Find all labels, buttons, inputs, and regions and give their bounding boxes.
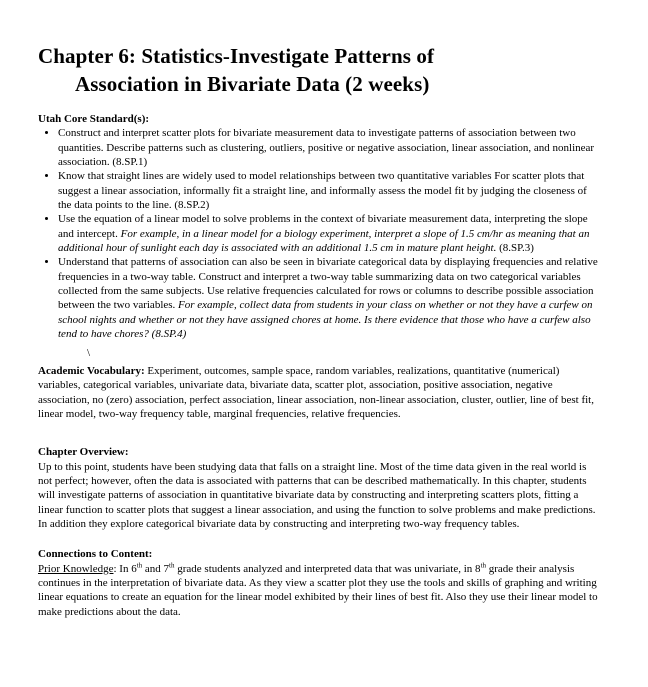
prior-knowledge-label: Prior Knowledge [38,562,114,575]
standards-list [38,126,602,341]
ordinal-superscript: th [169,560,175,569]
chapter-overview-heading: Chapter Overview: [38,446,129,459]
standard-code: (8.SP.3) [496,242,534,255]
chapter-title-line1: Chapter 6: Statistics-Investigate Patterns of [38,44,435,68]
academic-vocabulary-paragraph [38,364,602,421]
academic-vocabulary-text: Experiment, outcomes, sample space, random variables, realizations, quantitative (numerical) variables, categorical variables, univariate data, bivariate data, scatter plot, association, positive association, negative association, no (zero) association, perfect association, linear association, non-linear association, cluster, outlier, line of best fit, linear model, two-way frequency table, marginal frequencies, relative frequencies. [38,364,594,420]
connections-section [38,547,602,619]
core-standards-section [38,112,602,342]
standard-text: Understand that patterns of association can also be seen in bivariate categorical data by displaying frequencies and relative frequencies in a two-way table. Construct and interpret a two-way table summarizing data on two categorical variables collected from the same subjects. Use relative frequencies calculated for rows or columns to describe possible association between the two variables. [58,256,598,312]
prior-knowledge-text-3: grade students analyzed and interpreted data that was univariate, in 8 [174,562,481,575]
stray-mark: \ [87,346,91,359]
academic-vocabulary-label: Academic Vocabulary: [38,364,145,377]
prior-knowledge-text-1: : In 6 [113,562,137,575]
chapter-title-line2: Association in Bivariate Data (2 weeks) [75,72,430,96]
prior-knowledge-text-4: grade their analysis continues in the interpretation of bivariate data. As they view a scatter plot they use the tools and skills of graphing and writing linear equations to create an equation for the linear model exhibited by their lines of best fit. Also they use their linear model to make predictions about the data. [38,562,598,618]
standard-text: Know that straight lines are widely used to model relationships between two quantitative variables For scatter plots that suggest a linear association, informally fit a straight line, and informally assess the model fit by judging the closeness of the data points to the line. (8.SP.2) [58,170,587,212]
standard-text: Construct and interpret scatter plots for bivariate measurement data to investigate patterns of association between two quantities. Describe patterns such as clustering, outliers, positive or negative association, linear association, and nonlinear association. (8.SP.1) [58,127,595,169]
standard-example-text: For example, in a linear model for a biology experiment, interpret a slope of 1.5 cm/hr as meaning that an additional hour of sunlight each day is associated with an additional 1.5 cm in mature plant height. [58,227,590,255]
standard-item-8sp1 [58,126,602,169]
connections-heading: Connections to Content: [38,548,153,561]
ordinal-superscript: th [480,560,487,569]
standard-item-8sp3 [58,212,602,255]
prior-knowledge-paragraph [38,562,602,619]
ordinal-superscript: th [136,560,143,569]
standard-example-text: For example, collect data from students in your class on whether or not they have a curfew on school nights and whether or not they have assigned chores at home. Is there evidence that those who have a curfew also tend to have chores? (8.SP.4) [58,299,593,341]
standard-text: Use the equation of a linear model to solve problems in the context of bivariate measurement data, interpreting the slope and intercept. [58,213,588,240]
core-standards-heading: Utah Core Standard(s): [38,113,150,125]
chapter-overview-body: Up to this point, students have been studying data that falls on a straight line. Most of the time data given in the real world is not perfect; however, often the data is associated with patterns that can be described mathematically. In this chapter, students will investigate patterns of association in quantitative bivariate data by constructing and interpreting scatters plots, fitting a linear function to scatter plots that suggest a linear association, and using the function to solve problems and make predictions. In addition they explore categorical bivariate data by constructing and interpreting two-way frequency tables. [38,460,596,530]
standard-item-8sp4 [58,255,602,341]
standard-item-8sp2 [58,169,602,212]
chapter-overview-section [38,445,602,531]
chapter-title [38,42,602,98]
prior-knowledge-text-2: and 7 [142,562,170,575]
